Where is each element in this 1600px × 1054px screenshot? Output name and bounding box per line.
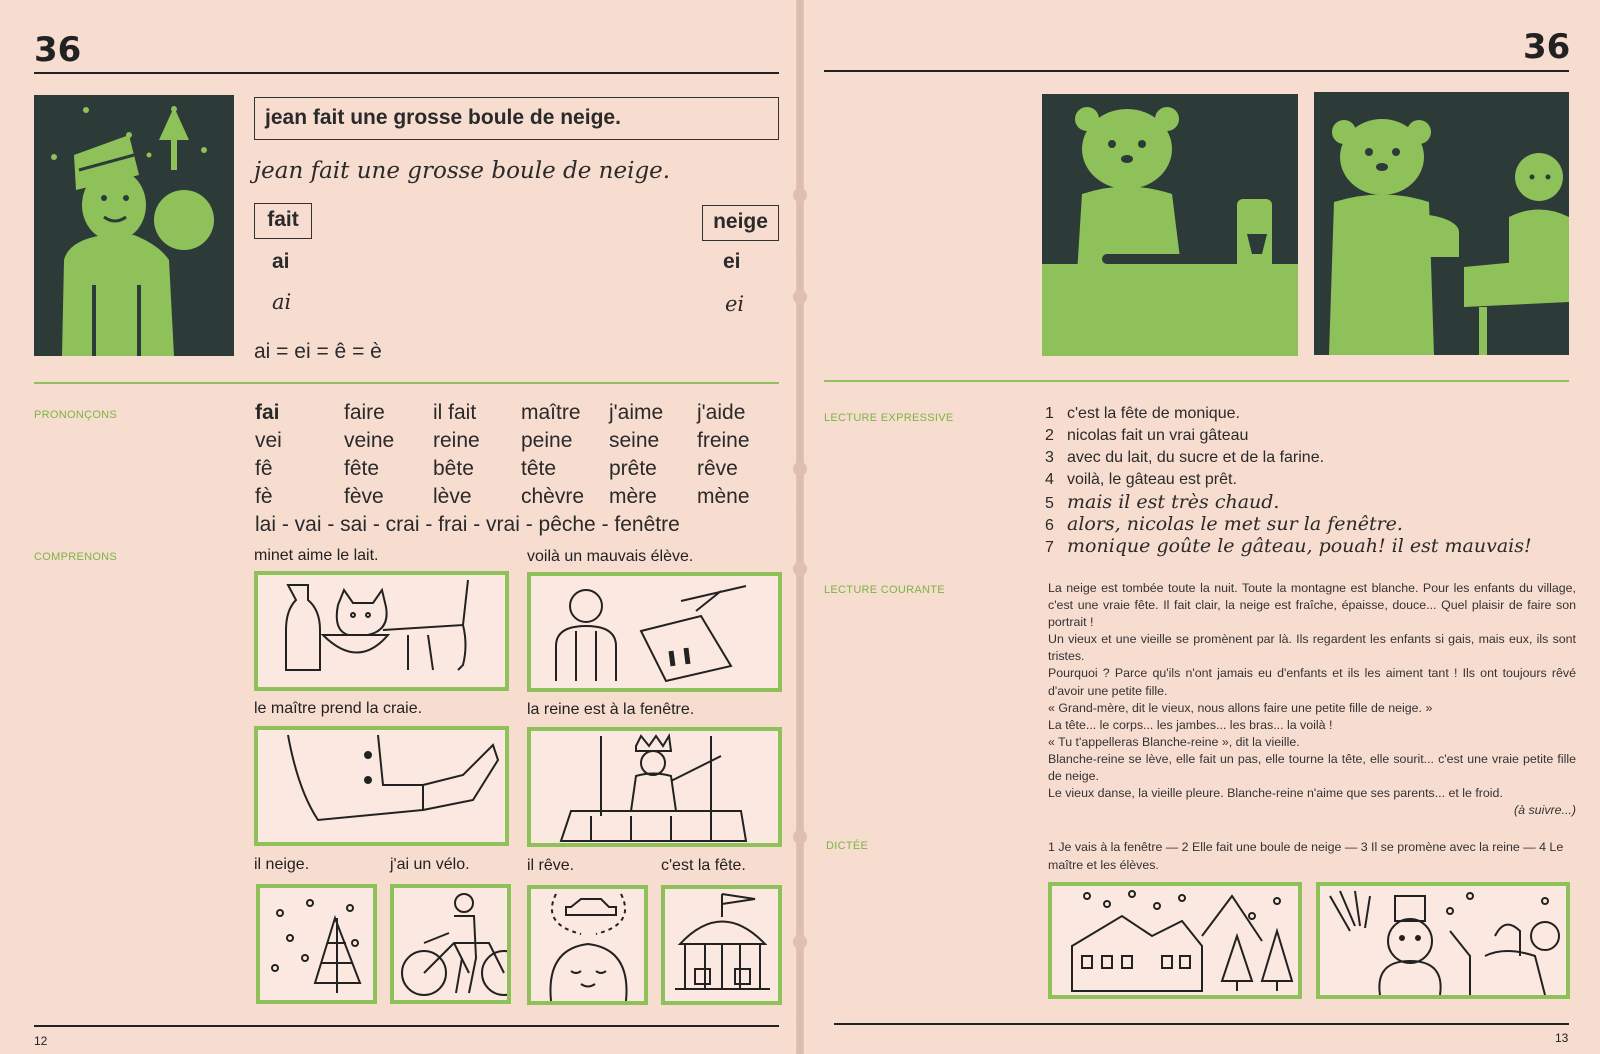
caption-minet: minet aime le lait. (254, 547, 379, 564)
line-number: 2 (1045, 427, 1054, 444)
bear-cake-girl-illustration (1314, 92, 1569, 355)
pron-word: j'aide (697, 401, 746, 424)
pron-word: mère (609, 485, 657, 508)
line-number: 3 (1045, 449, 1054, 466)
label-prononcons: PRONONÇONS (34, 409, 118, 421)
pron-word: lève (433, 485, 472, 508)
pron-word: veine (344, 429, 395, 452)
pron-word: chèvre (521, 485, 585, 508)
pron-word: maître (521, 401, 581, 424)
snowing-drawing (256, 884, 377, 1004)
pron-word: mène (697, 485, 750, 508)
queen-window-drawing (527, 727, 782, 847)
cat-milk-drawing (254, 571, 509, 691)
binding-hole (793, 562, 807, 576)
expressive-line-cursive (1045, 491, 1279, 513)
binding-hole (793, 188, 807, 202)
line-number: 4 (1045, 471, 1054, 488)
expressive-line-cursive (1045, 535, 1532, 557)
page-number-left: 12 (34, 1034, 48, 1048)
pron-word: tête (521, 457, 557, 480)
pron-word: fève (344, 485, 384, 508)
line-text: voilà, le gâteau est prêt. (1067, 471, 1237, 488)
bottom-rule-right (834, 1023, 1569, 1025)
green-rule-right (824, 380, 1569, 382)
line-text: avec du lait, du sucre et de la farine. (1067, 449, 1325, 466)
line-number: 6 (1045, 517, 1054, 534)
syllable-ei-bold: ei (723, 250, 741, 273)
word-neige-box: neige (702, 205, 779, 241)
lesson-number-left: 36 (34, 30, 82, 70)
label-lecture-courante: LECTURE COURANTE (824, 584, 945, 596)
caption-maitre: le maître prend la craie. (254, 700, 423, 717)
bottom-rule-left (34, 1025, 779, 1027)
lesson-number-right: 36 (1523, 27, 1571, 67)
label-lecture-expressive: LECTURE EXPRESSIVE (824, 412, 954, 424)
binding-hole (793, 290, 807, 304)
lesson-title-box: jean fait une grosse boule de neige. (254, 97, 779, 140)
expressive-line-cursive (1045, 513, 1403, 535)
pron-word: freine (697, 429, 750, 452)
snowy-village-drawing (1048, 882, 1302, 999)
label-comprenons: COMPRENONS (34, 551, 118, 563)
expressive-line (1045, 427, 1248, 445)
story-paragraph: Le vieux danse, la vieille pleure. Blanche-reine n'aime que ses parents... et le froid. (1048, 786, 1503, 801)
pron-word: bête (433, 457, 474, 480)
line-text: mais il est très chaud. (1067, 491, 1280, 513)
pron-word: seine (609, 429, 660, 452)
syllable-ei-script: ei (725, 292, 745, 316)
story-paragraph: La neige est tombée toute la nuit. Toute la montagne est blanche. Pour les enfants du village, c'est une vraie fête. Il fait clair, la neige est fraîche, épaisse, douce... Quel plaisir de faire son portrait ! (1048, 581, 1576, 630)
story-paragraph: La tête... le corps... les jambes... les bras... la voilà ! (1048, 717, 1333, 732)
snowman-children-drawing (1316, 882, 1570, 999)
label-dictee: DICTÉE (826, 840, 869, 852)
caption-fete: c'est la fête. (661, 857, 746, 874)
page-number-right: 13 (1555, 1031, 1569, 1045)
binding-hole (793, 935, 807, 949)
pron-word: faire (344, 401, 385, 424)
pron-word: reine (433, 429, 480, 452)
caption-reine: la reine est à la fenêtre. (527, 701, 695, 718)
pron-word: fai (255, 401, 280, 424)
pron-word: vei (255, 429, 282, 452)
story-paragraph: « Grand-mère, dit le vieux, nous allons faire une petite fille de neige. » (1048, 700, 1433, 715)
sound-equation: ai = ei = ê = è (254, 340, 382, 363)
pron-word: prête (609, 457, 657, 480)
pron-word: il fait (433, 401, 477, 424)
green-rule-left (34, 382, 779, 384)
pron-word: rêve (697, 457, 738, 480)
top-rule-left (34, 72, 779, 74)
top-rule-right (824, 70, 1569, 72)
expressive-line (1045, 405, 1240, 423)
line-text: c'est la fête de monique. (1067, 405, 1240, 422)
story-paragraph: « Tu t'appelleras Blanche-reine », dit la vieille. (1048, 734, 1300, 749)
caption-neige: il neige. (254, 856, 310, 873)
line-text: alors, nicolas le met sur la fenêtre. (1067, 513, 1403, 535)
bear-baking-illustration (1042, 94, 1298, 356)
line-text: nicolas fait un vrai gâteau (1067, 427, 1249, 444)
pron-word: fè (255, 485, 273, 508)
boy-snowball-illustration (34, 95, 234, 356)
caption-reve: il rêve. (527, 857, 575, 874)
bicycle-drawing (390, 884, 511, 1004)
caption-eleve: voilà un mauvais élève. (527, 548, 694, 565)
line-number: 5 (1045, 495, 1054, 512)
bad-pupil-drawing (527, 572, 782, 692)
line-text: monique goûte le gâteau, pouah! il est mauvais! (1067, 535, 1532, 557)
teacher-chalk-drawing (254, 726, 509, 846)
story-paragraph: Blanche-reine se lève, elle fait un pas, elle tourne la tête, elle sourit... c'est une vraie petite fille de neige. (1048, 751, 1576, 784)
pron-word: fê (255, 457, 273, 480)
syllable-ai-script: ai (272, 290, 292, 314)
dictee-text: 1 Je vais à la fenêtre — 2 Elle fait une boule de neige — 3 Il se promène avec la reine — 4 Le maître et les élèves. (1048, 840, 1564, 872)
pron-word: fête (344, 457, 380, 480)
story-paragraph: Pourquoi ? Parce qu'ils n'ont jamais eu d'enfants et ils les aiment tant ! Ils ont toujours rêvé d'avoir une petite fille. (1048, 666, 1576, 698)
line-number: 1 (1045, 405, 1054, 422)
cursive-sentence: jean fait une grosse boule de neige. (254, 158, 671, 184)
binding-hole (793, 462, 807, 476)
pron-line-text: lai - vai - sai - crai - frai - vrai - pêche - fenêtre (255, 513, 680, 536)
binding-hole (793, 830, 807, 844)
a-suivre-note: (à suivre...) (1514, 803, 1576, 818)
pron-word: peine (521, 429, 573, 452)
carousel-drawing (661, 885, 782, 1005)
expressive-line (1045, 449, 1324, 467)
syllable-ai-bold: ai (272, 250, 290, 273)
caption-velo: j'ai un vélo. (390, 856, 470, 873)
story-paragraph: Un vieux et une vieille se promènent par là. Ils regardent les enfants si gais, mais eux, ils sont tristes. (1048, 632, 1576, 664)
pron-word: j'aime (609, 401, 664, 424)
word-fait-box: fait (254, 203, 312, 239)
expressive-line (1045, 471, 1237, 489)
reading-story (1048, 580, 1576, 819)
book-gutter (796, 0, 804, 1054)
dreaming-drawing (527, 885, 648, 1005)
line-number: 7 (1045, 539, 1054, 556)
